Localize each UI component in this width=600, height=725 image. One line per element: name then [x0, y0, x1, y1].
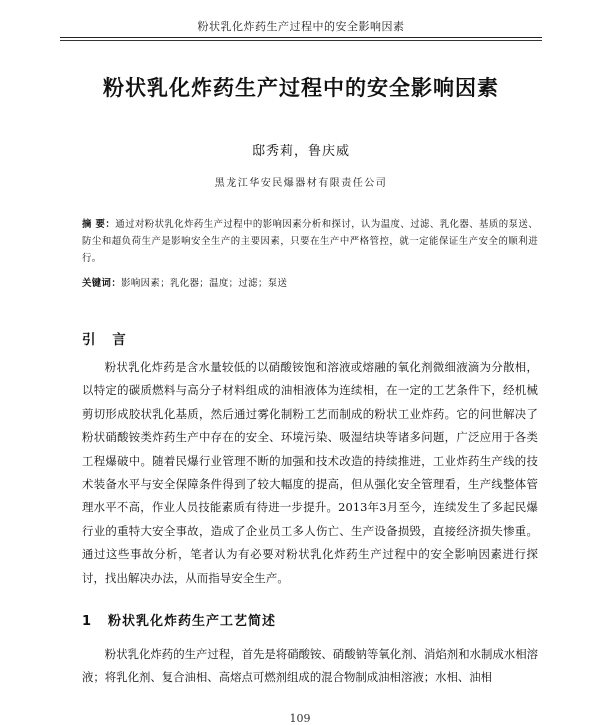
running-header: 粉状乳化炸药生产过程中的安全影响因素 [197, 20, 405, 33]
abstract-text: 通过对粉状乳化炸药生产过程中的影响因素分析和探讨，认为温度、过滤、乳化器、基质的泵送、防尘和超负荷生产是影响安全生产的主要因素，只要在生产中严格管控，就一定能保证生产安全的顺利进行。 [82, 219, 538, 264]
section-title: 粉状乳化炸药生产工艺简述 [108, 614, 277, 629]
section-heading-intro: 引 言 [82, 332, 132, 348]
intro-paragraph: 粉状乳化炸药是含水量较低的以硝酸铵饱和溶液或熔融的氧化剂微细液滴为分散相，以特定的碳质燃料与高分子材料组成的油相液体为连续相，在一定的工艺条件下，经机械剪切形成胶状乳化基质，然后通过雾化制粉工艺而制成的粉状工业炸药。它的问世解决了粉状硝酸铵类炸药生产中存在的安全、环境污染、吸湿结块等诸多问题，广泛应用于各类工程爆破中。随着民爆行业管理不断的加强和技术改造的持续推进，工业炸药生产线的技术装备水平与安全保障条件得到了较大幅度的提高，但从强化安全管理看，生产线整体管理水平不高，作业人员技能素质有待进一步提升。2013年3月至今，连续发生了多起民爆行业的重特大安全事故，造成了企业员工多人伤亡、生产设备损毁，直接经济损失惨重。通过这些事故分析，笔者认为有必要对粉状乳化炸药生产过程中的安全影响因素进行探讨，找出解决办法，从而指导安全生产。 [82, 360, 538, 585]
keywords-text: 影响因素；乳化器；温度；过滤；泵送 [121, 278, 288, 289]
paper-affiliation: 黑龙江华安民爆器材有限责任公司 [214, 178, 388, 189]
keywords-label: 关键词： [82, 278, 122, 289]
abstract [82, 216, 538, 267]
abstract-label: 摘 要： [82, 219, 116, 230]
page-number: 109 [289, 712, 311, 725]
header-rule-thin [60, 40, 542, 41]
section-1-paragraph: 粉状乳化炸药的生产过程，首先是将硝酸铵、硝酸钠等氧化剂、消焰剂和水制成水相溶液；将乳化剂、复合油相、高熔点可燃剂组成的混合物制成油相溶液；水相、油相 [82, 647, 538, 685]
keywords [82, 275, 538, 289]
section-number: 1 [82, 614, 93, 629]
paper-authors: 邸秀莉，鲁庆威 [251, 144, 350, 159]
section-heading-1 [82, 610, 276, 629]
header-rule [60, 37, 542, 38]
paper-title: 粉状乳化炸药生产过程中的安全影响因素 [103, 76, 499, 100]
